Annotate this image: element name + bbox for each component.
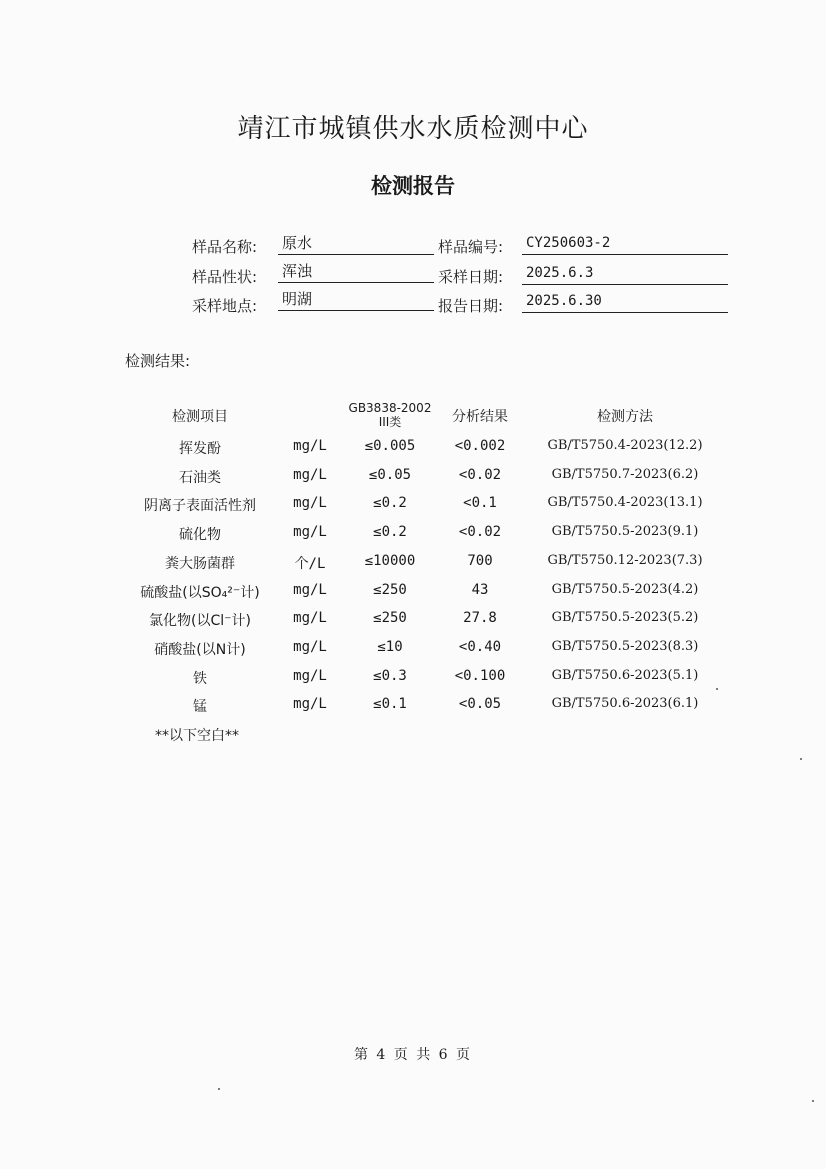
report-date-label: 报告日期: (438, 297, 504, 315)
report-title: 检测报告 (371, 174, 455, 198)
row-item-name: 粪大肠菌群 (165, 556, 235, 572)
row-analysis-result: <0.002 (454, 438, 506, 454)
row-analysis-result: <0.02 (458, 524, 502, 540)
row-test-method: GB/T5750.5-2023(8.3) (551, 639, 699, 654)
sample-name-label: 样品名称: (192, 238, 258, 256)
row-standard-limit: ≤0.2 (373, 524, 407, 540)
row-analysis-result: 43 (471, 582, 489, 598)
row-unit: mg/L (293, 639, 327, 655)
scan-speck (800, 758, 802, 760)
row-analysis-result: 700 (467, 553, 493, 569)
row-item-name: 石油类 (179, 470, 221, 486)
sampling-date-label: 采样日期: (438, 268, 504, 286)
sample-property-label: 样品性状: (192, 268, 258, 286)
row-test-method: GB/T5750.6-2023(5.1) (551, 668, 699, 683)
scan-speck (218, 1088, 220, 1090)
row-unit: 个/L (294, 556, 326, 572)
sampling-location-label: 采样地点: (192, 297, 258, 315)
row-unit: mg/L (293, 438, 327, 454)
row-item-name: 锰 (193, 699, 207, 715)
row-unit: mg/L (293, 495, 327, 511)
sample-property-value: 浑浊 (278, 262, 434, 283)
header-standard-line1: GB3838-2002 (348, 401, 432, 415)
row-standard-limit: ≤10000 (364, 553, 416, 569)
row-analysis-result: <0.1 (463, 495, 497, 511)
row-test-method: GB/T5750.12-2023(7.3) (547, 553, 703, 568)
header-item: 检测项目 (172, 409, 228, 425)
row-standard-limit: ≤10 (377, 639, 403, 655)
row-standard-limit: ≤0.1 (373, 696, 407, 712)
header-standard (340, 401, 440, 429)
row-standard-limit: ≤0.005 (364, 438, 416, 454)
row-test-method: GB/T5750.6-2023(6.1) (551, 696, 699, 711)
row-item-name: 硝酸盐(以N计) (154, 642, 246, 658)
results-section-label: 检测结果: (125, 352, 191, 370)
row-unit: mg/L (293, 610, 327, 626)
row-analysis-result: <0.100 (454, 668, 506, 684)
row-test-method: GB/T5750.5-2023(5.2) (551, 610, 699, 625)
sample-id-label: 样品编号: (438, 238, 504, 256)
scan-speck (812, 1100, 814, 1102)
row-test-method: GB/T5750.5-2023(4.2) (551, 582, 699, 597)
sample-name-value: 原水 (278, 234, 434, 255)
header-standard-line2: III类 (378, 415, 402, 429)
organization-title: 靖江市城镇供水水质检测中心 (237, 114, 589, 144)
row-unit: mg/L (293, 582, 327, 598)
sampling-location-value: 明湖 (278, 290, 434, 311)
row-item-name: 阴离子表面活性剂 (144, 498, 256, 514)
row-item-name: 铁 (193, 671, 207, 687)
row-test-method: GB/T5750.4-2023(12.2) (547, 438, 703, 453)
report-date-value: 2025.6.30 (522, 292, 728, 313)
row-unit: mg/L (293, 696, 327, 712)
row-analysis-result: <0.05 (458, 696, 502, 712)
row-standard-limit: ≤0.05 (368, 467, 412, 483)
row-standard-limit: ≤0.3 (373, 668, 407, 684)
scan-speck (716, 688, 718, 690)
row-standard-limit: ≤250 (373, 610, 407, 626)
sampling-date-value: 2025.6.3 (522, 264, 728, 285)
row-unit: mg/L (293, 668, 327, 684)
row-item-name: 硫酸盐(以SO₄²⁻计) (140, 585, 260, 601)
row-analysis-result: 27.8 (463, 610, 497, 626)
row-unit: mg/L (293, 524, 327, 540)
row-test-method: GB/T5750.4-2023(13.1) (547, 495, 703, 510)
row-standard-limit: ≤0.2 (373, 495, 407, 511)
row-test-method: GB/T5750.7-2023(6.2) (551, 467, 699, 482)
row-item-name: 氯化物(以Cl⁻计) (149, 613, 251, 629)
row-test-method: GB/T5750.5-2023(9.1) (551, 524, 699, 539)
row-standard-limit: ≤250 (373, 582, 407, 598)
header-result: 分析结果 (452, 409, 508, 425)
header-method: 检测方法 (597, 409, 653, 425)
page-number: 第 4 页 共 6 页 (353, 1047, 473, 1063)
row-item-name: 挥发酚 (179, 441, 221, 457)
row-item-name: 硫化物 (179, 527, 221, 543)
row-unit: mg/L (293, 467, 327, 483)
sample-id-value: CY250603-2 (522, 234, 728, 255)
row-analysis-result: <0.40 (458, 639, 502, 655)
blank-marker: **以下空白** (155, 728, 239, 744)
row-analysis-result: <0.02 (458, 467, 502, 483)
